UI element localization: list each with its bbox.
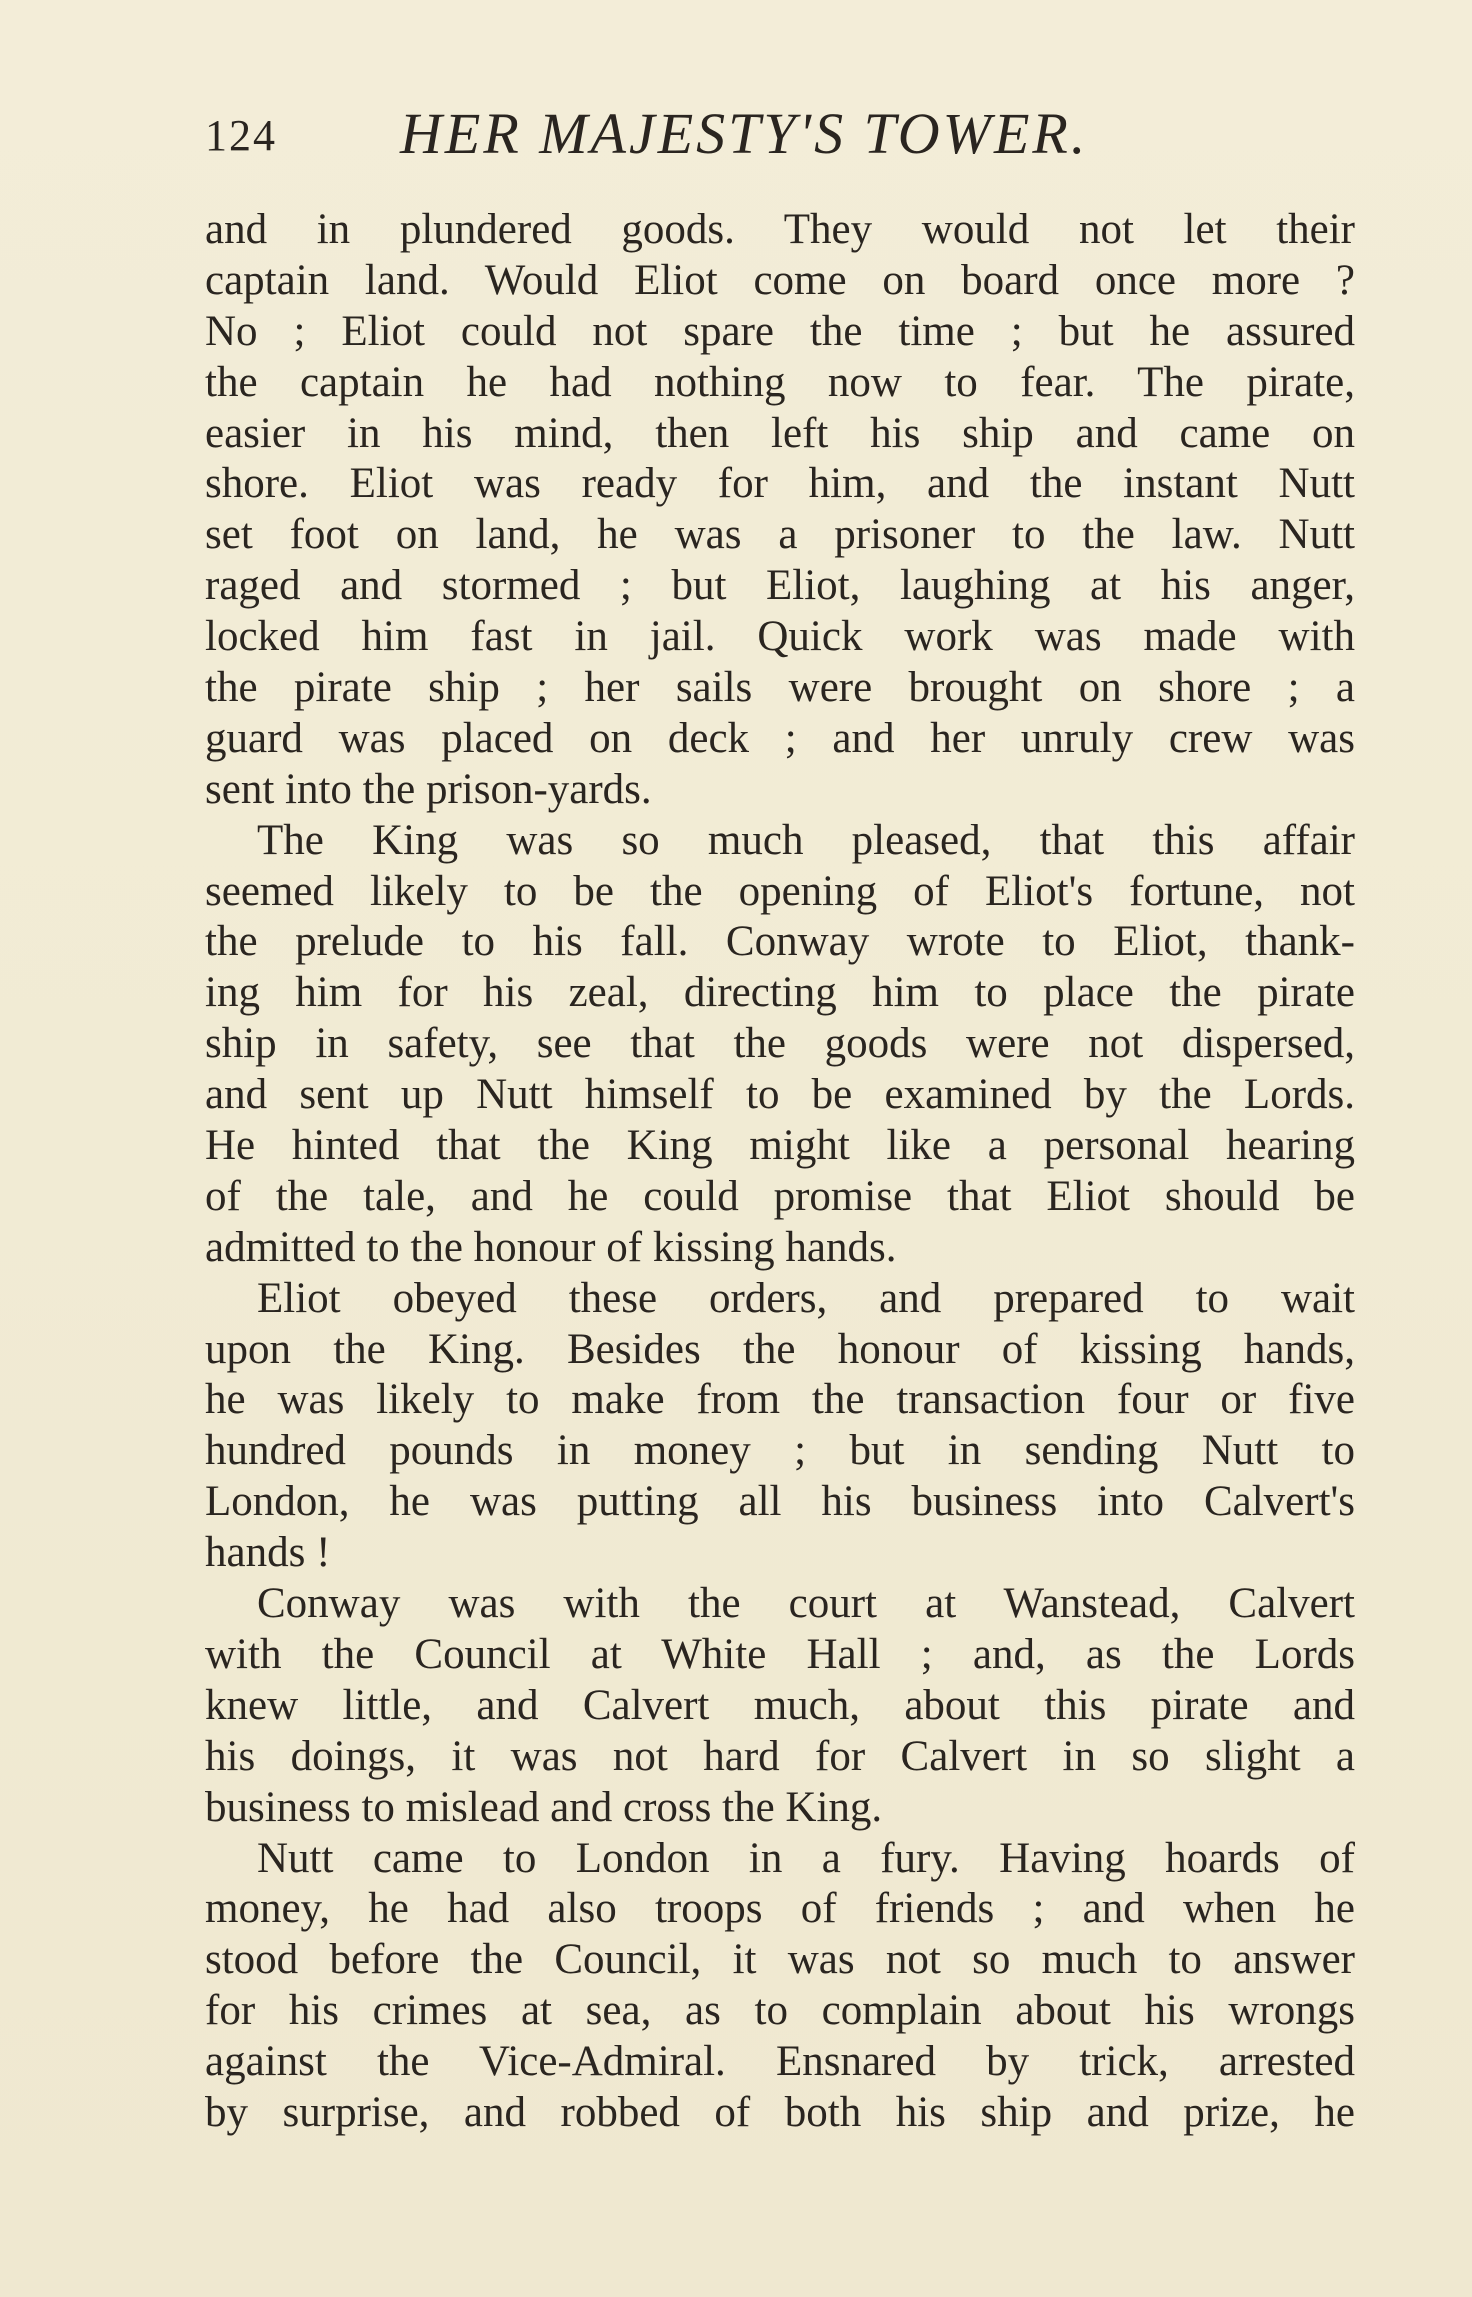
text-line: ship in safety, see that the goods were not dispersed, <box>205 1020 1355 1068</box>
text-line: locked him fast in jail. Quick work was made with <box>205 613 1355 661</box>
text-line: the pirate ship ; her sails were brought on shore ; a <box>205 664 1355 712</box>
text-line: raged and stormed ; but Eliot, laughing at his anger, <box>205 562 1355 610</box>
text-line: guard was placed on deck ; and her unruly crew was <box>205 714 1355 762</box>
text-line: hundred pounds in money ; but in sending Nutt to <box>205 1427 1355 1475</box>
text-line: Nutt came to London in a fury. Having hoards of <box>257 1834 1355 1882</box>
text-line: He hinted that the King might like a personal hearing <box>205 1122 1355 1170</box>
text-line: with the Council at White Hall ; and, as the Lords <box>205 1630 1355 1678</box>
text-line: the prelude to his fall. Conway wrote to Eliot, thank- <box>205 918 1355 966</box>
text-line: No ; Eliot could not spare the time ; but he assured <box>205 307 1355 355</box>
text-line: easier in his mind, then left his ship and came on <box>205 409 1355 457</box>
text-line: ing him for his zeal, directing him to place the pirate <box>205 969 1355 1017</box>
text-line: sent into the prison-yards. <box>205 765 652 813</box>
text-line: he was likely to make from the transaction four or five <box>205 1376 1355 1424</box>
text-line: for his crimes at sea, as to complain about his wrongs <box>205 1987 1355 2035</box>
text-line: by surprise, and robbed of both his ship and prize, he <box>205 2088 1355 2136</box>
text-line: shore. Eliot was ready for him, and the instant Nutt <box>205 460 1355 508</box>
text-line: hands ! <box>205 1529 331 1577</box>
body-text <box>205 205 1355 2139</box>
text-line: Eliot obeyed these orders, and prepared to wait <box>257 1274 1355 1322</box>
page-number: 124 <box>205 111 277 160</box>
text-line: and sent up Nutt himself to be examined by the Lords. <box>205 1071 1355 1119</box>
text-line: and in plundered goods. They would not let their <box>205 206 1355 253</box>
text-line: set foot on land, he was a prisoner to the law. Nutt <box>205 511 1355 559</box>
page-header <box>205 100 1355 180</box>
text-line: the captain he had nothing now to fear. The pirate, <box>205 358 1355 406</box>
text-line: The King was so much pleased, that this affair <box>257 816 1355 864</box>
text-line: knew little, and Calvert much, about this pirate and <box>205 1681 1355 1729</box>
text-line: of the tale, and he could promise that Eliot should be <box>205 1172 1355 1220</box>
text-line: Conway was with the court at Wanstead, Calvert <box>257 1580 1355 1628</box>
text-line: business to mislead and cross the King. <box>205 1783 883 1831</box>
text-line: against the Vice-Admiral. Ensnared by trick, arrested <box>205 2038 1355 2086</box>
text-line: captain land. Would Eliot come on board once more ? <box>205 256 1355 304</box>
text-line: admitted to the honour of kissing hands. <box>205 1223 897 1271</box>
text-line: money, he had also troops of friends ; and when he <box>205 1885 1355 1933</box>
text-line: upon the King. Besides the honour of kissing hands, <box>205 1325 1355 1373</box>
text-line: seemed likely to be the opening of Eliot's fortune, not <box>205 867 1355 915</box>
text-line: his doings, it was not hard for Calvert in so slight a <box>205 1732 1355 1780</box>
running-title: HER MAJESTY'S TOWER. <box>400 101 1089 166</box>
text-line: London, he was putting all his business into Calvert's <box>205 1478 1355 1526</box>
text-line: stood before the Council, it was not so much to answer <box>205 1936 1355 1984</box>
